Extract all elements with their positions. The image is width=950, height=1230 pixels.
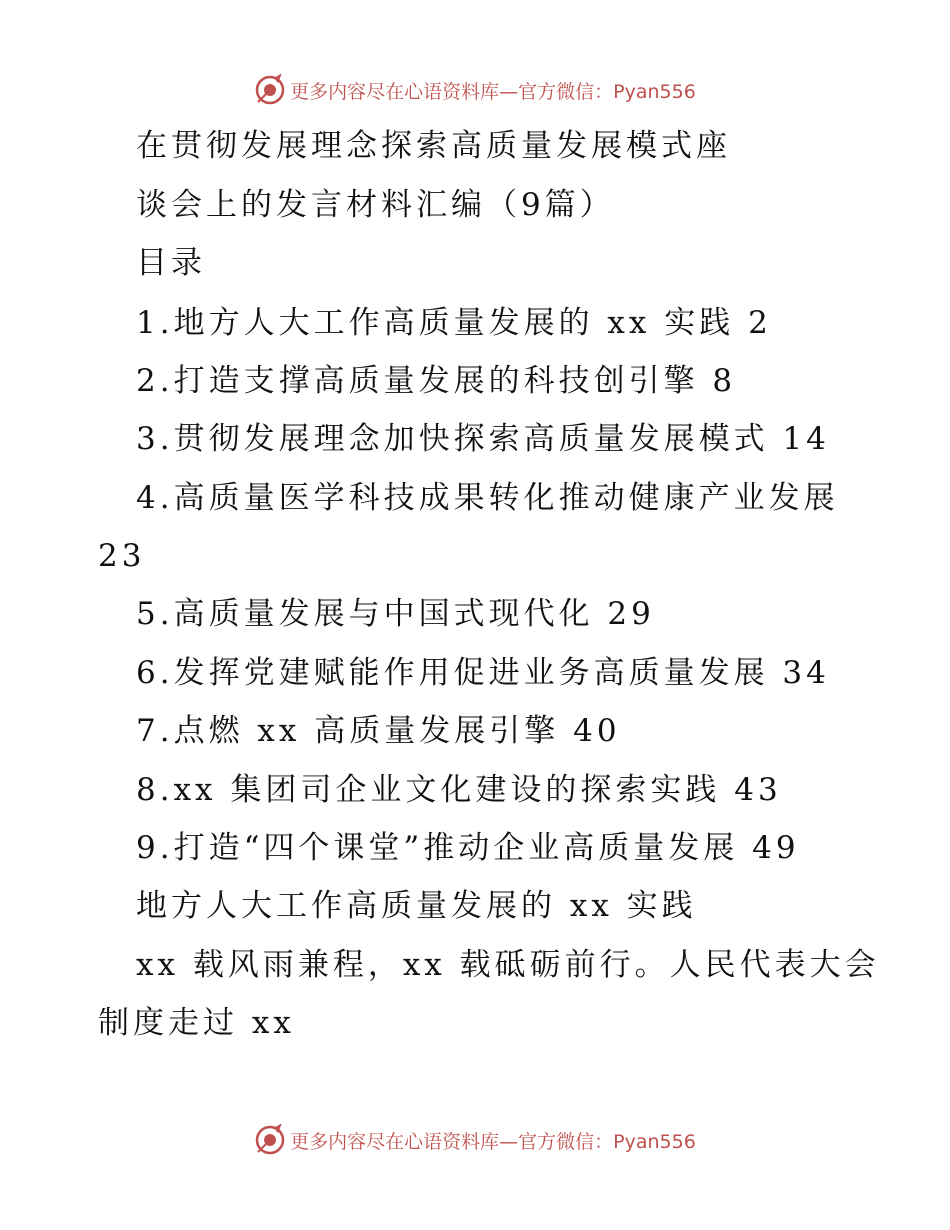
watermark-text: 更多内容尽在心语资料库—官方微信：Pyan556: [290, 1130, 696, 1153]
toc-item-8: 8.xx 集团司企业文化建设的探索实践 43: [136, 772, 782, 808]
quill-seal-icon: [254, 1124, 286, 1156]
watermark-footer: [0, 1123, 950, 1157]
toc-item-5: 5.高质量发展与中国式现代化 29: [136, 596, 655, 632]
toc-item-4-page: 23: [98, 538, 146, 574]
watermark-text: 更多内容尽在心语资料库—官方微信：Pyan556: [290, 80, 696, 103]
toc-item-7: 7.点燃 xx 高质量发展引擎 40: [136, 713, 621, 749]
quill-seal-icon: [254, 74, 286, 106]
toc-item-2: 2.打造支撑高质量发展的科技创引擎 8: [136, 363, 737, 399]
watermark-header: [0, 73, 950, 107]
toc-item-1: 1.地方人大工作高质量发展的 xx 实践 2: [136, 305, 772, 341]
toc-item-6: 6.发挥党建赋能作用促进业务高质量发展 34: [136, 655, 830, 691]
toc-item-3: 3.贯彻发展理念加快探索高质量发展模式 14: [136, 421, 830, 457]
doc-title-line-1: 在贯彻发展理念探索高质量发展模式座: [136, 128, 731, 164]
body-paragraph-line-1: xx 载风雨兼程，xx 载砥砺前行。人民代表大会: [136, 947, 880, 983]
toc-item-9: 9.打造“四个课堂”推动企业高质量发展 49: [136, 830, 800, 866]
toc-heading: 目录: [136, 245, 206, 281]
doc-title-line-2: 谈会上的发言材料汇编（9篇）: [136, 187, 615, 223]
section-heading: 地方人大工作高质量发展的 xx 实践: [136, 888, 697, 924]
body-paragraph-line-2: 制度走过 xx: [98, 1005, 295, 1041]
toc-item-4: 4.高质量医学科技成果转化推动健康产业发展: [136, 480, 839, 516]
